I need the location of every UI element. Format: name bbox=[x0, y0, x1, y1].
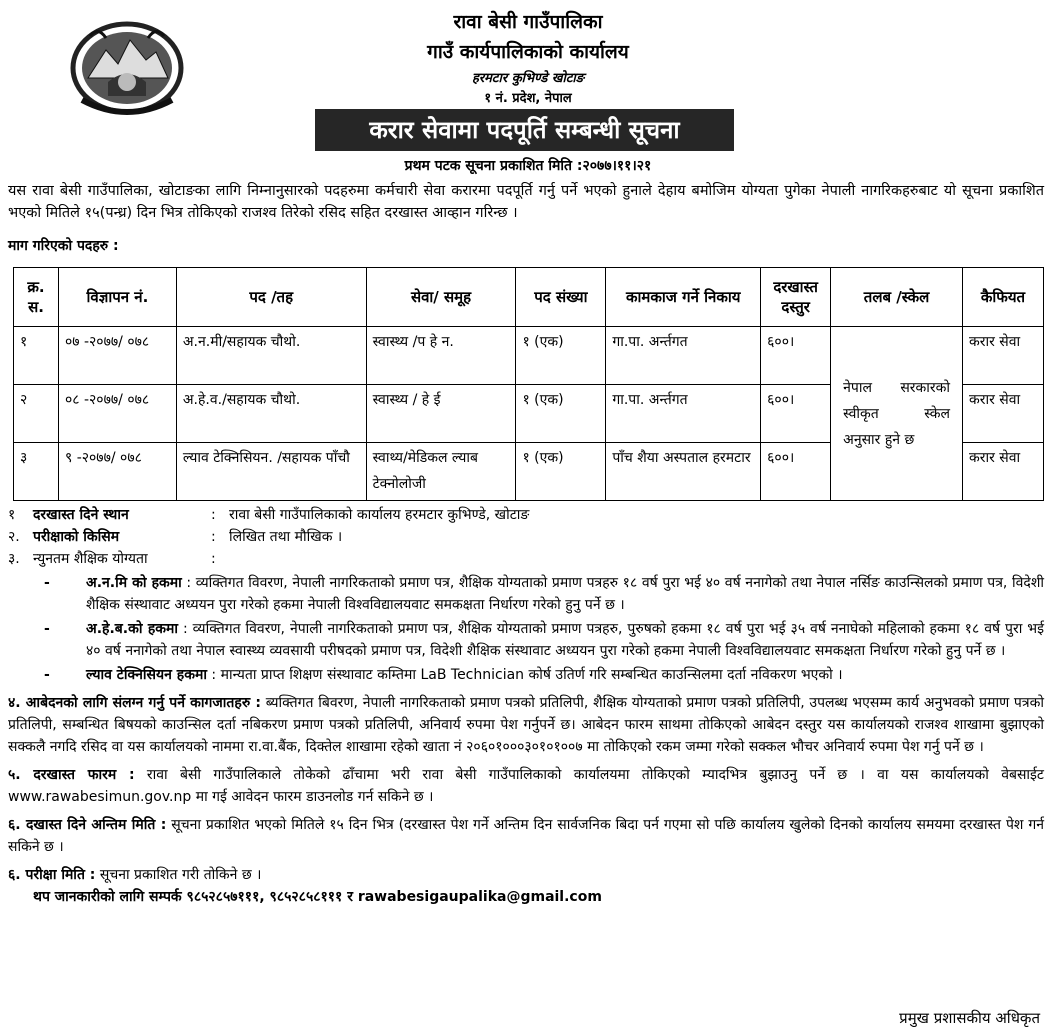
province: १ नं. प्रदेश, नेपाल bbox=[484, 91, 572, 106]
cell-fee: ६००। bbox=[761, 443, 831, 501]
table-header-row bbox=[14, 268, 1044, 327]
qualification-anm: - अ.न.मि को हकमा : व्यक्तिगत विवरण, नेपाली नागरिकताको प्रमाण पत्र, शैक्षिक योग्यताको प्रमाण पत्रहरु १८ वर्ष पुरा भई ४० वर्ष ननागेको तथा नेपाल नर्सिङ काउन्सिलको प्रमाण पत्र, विदेशी शैक्षिक संस्थावाट अध्ययन पुरा गरेको हकमा नेपाली विश्वविद्यालयवाट समकक्षता निर्धारण गरेको हुनु पर्ने छ । bbox=[44, 575, 1044, 613]
header-count: पद संख्या bbox=[516, 268, 606, 327]
cell-adv-no: ९ -२०७७/ ०७८ bbox=[58, 443, 176, 501]
cell-fee: ६००। bbox=[761, 327, 831, 385]
qualification-ahw: - अ.हे.ब.को हकमा : व्यक्तिगत विवरण, नेपाली नागरिकताको प्रमाण पत्र, शैक्षिक योग्यताको प्रमाण पत्रहरु, पुरुषको हकमा १८ वर्ष पुरा भई ३५ वर्ष ननाघेको महिलाको हकमा १८ वर्ष पुरा भई ४० वर्ष ननागेको तथा नेपाल स्वास्थ्य व्यवसायी परीषदको प्रमाण पत्र, विदेशी शैक्षिक संस्थावाट अध्ययन पुरा गरेको हकमा नेपाली विश्वविद्यालयवाट समकक्षता निर्धारण गरेको हुनु पर्ने छ । bbox=[44, 621, 1045, 659]
section-application-form: ५. दरखास्त फारम : रावा बेसी गाउँपालिकाले तोकेको ढाँचामा भरी रावा बेसी गाउँपालिकाको कार्यालयमा तोकिएको म्यादभित्र बुझाउनु पर्ने छ । वा यस कार्यालयको वेबसाईट www.rawabesimun.gov.np मा गई आवेदन फारम डाउनलोड गर्न सकिने छ । bbox=[8, 767, 1044, 805]
cell-count: १ (एक) bbox=[516, 385, 606, 443]
published-date: प्रथम पटक सूचना प्रकाशित मिति :२०७७।११।२१ bbox=[404, 158, 652, 174]
cell-post: अ.हे.व./सहायक चौथो. bbox=[176, 385, 366, 443]
org-name: रावा बेसी गाउँपालिका bbox=[453, 11, 603, 33]
signature-title: प्रमुख प्रशासकीय अधिकृत bbox=[899, 1009, 1040, 1027]
cell-salary-scale: नेपाल सरकारको स्वीकृत स्केल अनुसार हुने छ bbox=[831, 327, 963, 501]
office-name: गाउँ कार्यपालिकाको कार्यालय bbox=[427, 41, 629, 63]
cell-sn: ३ bbox=[14, 443, 59, 501]
notice-title: करार सेवामा पदपूर्ति सम्बन्धी सूचना bbox=[315, 109, 734, 151]
header-sn: क्र. स. bbox=[14, 268, 59, 327]
cell-adv-no: ०८ -२०७७/ ०७८ bbox=[58, 385, 176, 443]
cell-post: अ.न.मी/सहायक चौथो. bbox=[176, 327, 366, 385]
intro-paragraph: यस रावा बेसी गाउँपालिका, खोटाङका लागि निम्नानुसारको पदहरुमा कर्मचारी सेवा करारमा पदपूर्ति गर्नु पर्ने भएको हुनाले देहाय बमोजिम योग्यता पुगेका नेपाली नागरिकहरुबाट यो सूचना प्रकाशित भएको मितिले १५(पन्ध्र) दिन भित्र तोकिएको राजश्व तिरेको रसिद सहित दरखास्त आव्हान गरिन्छ । bbox=[8, 183, 1044, 221]
cell-sn: २ bbox=[14, 385, 59, 443]
table-row bbox=[14, 327, 1044, 385]
header-salary: तलब /स्केल bbox=[831, 268, 963, 327]
cell-office: पाँच शैया अस्पताल हरमटार bbox=[606, 443, 761, 501]
cell-remarks: करार सेवा bbox=[963, 443, 1044, 501]
cell-service: स्वास्थ्य /प हे न. bbox=[366, 327, 516, 385]
posts-table bbox=[13, 267, 1044, 501]
notice-sections bbox=[8, 504, 1044, 908]
cell-count: १ (एक) bbox=[516, 443, 606, 501]
cell-fee: ६००। bbox=[761, 385, 831, 443]
header-office: कामकाज गर्ने निकाय bbox=[606, 268, 761, 327]
section-application-place: १ दरखास्त दिने स्थान : रावा बेसी गाउँपालिकाको कार्यालय हरमटार कुभिण्डे, खोटाङ bbox=[8, 507, 530, 523]
cell-remarks: करार सेवा bbox=[963, 327, 1044, 385]
section-required-documents: ४. आबेदनको लागि संलग्न गर्नु पर्ने कागजातहरु : ब्यक्तिगत बिवरण, नेपाली नागरिकताको प्रमाण पत्रको प्रतिलिपी, शैक्षिक योग्यताको प्रमाण पत्रको प्रतिलिपी, उपलब्ध भएसम्म कार्य अनुभवको प्रमाण पत्रको प्रतिलिपी, सम्बन्धित बिषयको काउन्सिल दर्ता नबिकरण प्रमाण पत्रको प्रतिलिपी, अनिवार्य रुपमा पेश गर्नुपर्ने छ। आबेदन फारम साथमा तोकिएको आबेदन दस्तुर यस कार्यालयको राजश्व शाखामा बुझाएको सक्कलै नगदि रसिद वा यस कार्यालयको नाममा रा.वा.बैंक, दिक्तेल शाखामा रहेको खाता नं २०६०१०००३०१०१००७ मा तोकिएको रकम जम्मा गरेको सक्कल भौचर अनिवार्य रुपमा पेश गर्नु पर्ने छ । bbox=[8, 695, 1044, 755]
posts-label: माग गरिएको पदहरु : bbox=[8, 238, 119, 254]
section-min-qualification: ३. न्युनतम शैक्षिक योग्यता : bbox=[8, 551, 216, 567]
cell-service: स्वास्थ्य / हे ई bbox=[366, 385, 516, 443]
header-fee: दरखास्त दस्तुर bbox=[761, 268, 831, 327]
cell-sn: १ bbox=[14, 327, 59, 385]
contact-info: थप जानकारीको लागि सम्पर्क ९८५२८५७१११, ९८५२८५८१११ र rawabesigaupalika@gmail.com bbox=[33, 889, 602, 905]
cell-remarks: करार सेवा bbox=[963, 385, 1044, 443]
header-remarks: कैफियत bbox=[963, 268, 1044, 327]
section-deadline: ६. दखास्त दिने अन्तिम मिति : सूचना प्रकाशित भएको मितिले १५ दिन भित्र (दरखास्त पेश गर्ने अन्तिम दिन सार्वजनिक बिदा पर्न गएमा सो पछि कार्यालय खुलेको दिनको कार्यालय समयमा दरखास्त पेश गर्न सकिने छ । bbox=[8, 817, 1045, 855]
cell-post: ल्याव टेक्निसियन. /सहायक पाँचौ bbox=[176, 443, 366, 501]
section-exam-date: ६. परीक्षा मिति : सूचना प्रकाशित गरी तोकिने छ । bbox=[8, 867, 262, 883]
section-exam-type: २. परीक्षाको किसिम : लिखित तथा मौखिक । bbox=[8, 529, 343, 545]
cell-office: गा.पा. अर्न्तगत bbox=[606, 327, 761, 385]
cell-adv-no: ०७ -२०७७/ ०७८ bbox=[58, 327, 176, 385]
office-address: हरमटार कुभिण्डे खोटाङ bbox=[471, 71, 585, 86]
header-adv-no: विज्ञापन नं. bbox=[58, 268, 176, 327]
cell-count: १ (एक) bbox=[516, 327, 606, 385]
qualification-lab-technician: - ल्याव टेक्निसियन हकमा : मान्यता प्राप्त शिक्षण संस्थावाट कम्तिमा LaB Technician कोर्ष उतिर्ण गरि सम्बन्धित काउन्सिलमा दर्ता नविकरण भएको । bbox=[44, 667, 843, 683]
cell-office: गा.पा. अर्न्तगत bbox=[606, 385, 761, 443]
header-service: सेवा/ समूह bbox=[366, 268, 516, 327]
cell-service: स्वाथ्य/मेडिकल ल्याब टेक्नोलोजी bbox=[366, 443, 516, 501]
header-post: पद /तह bbox=[176, 268, 366, 327]
